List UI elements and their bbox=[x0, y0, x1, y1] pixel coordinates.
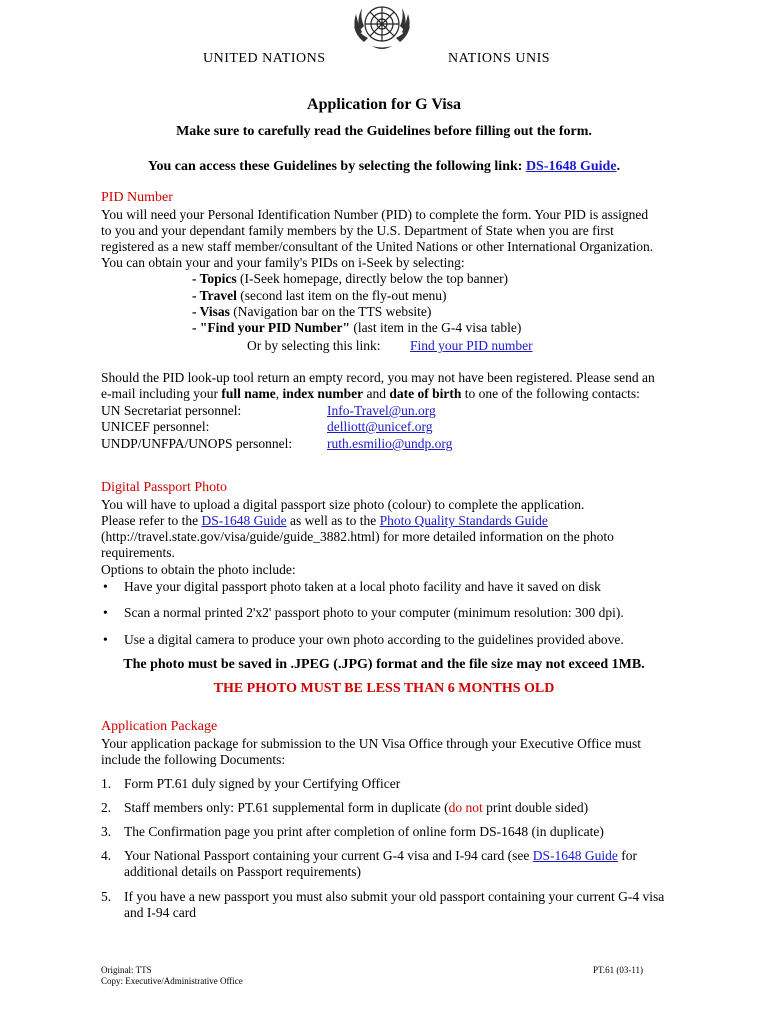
contact-email-undp[interactable]: ruth.esmilio@undp.org bbox=[327, 436, 453, 451]
photo-paragraph-line: Options to obtain the photo include: bbox=[101, 562, 296, 577]
package-heading: Application Package bbox=[101, 719, 218, 734]
step-label: - Travel bbox=[192, 288, 237, 303]
photo-age-warning: THE PHOTO MUST BE LESS THAN 6 MONTHS OLD bbox=[213, 681, 555, 696]
guidelines-notice: Make sure to carefully read the Guidelines before filling out the form. bbox=[176, 124, 592, 139]
photo-quality-standards-link[interactable]: Photo Quality Standards Guide bbox=[379, 513, 548, 528]
pid-paragraph-line: registered as a new staff member/consultant of the United Nations or other International Organization. bbox=[101, 239, 654, 254]
bullet-icon: • bbox=[103, 632, 108, 647]
pid-step-topics bbox=[192, 271, 508, 287]
text-run: print double sided) bbox=[482, 800, 589, 815]
list-number: 1. bbox=[101, 776, 112, 791]
text-run: as well as to the bbox=[286, 513, 380, 528]
text-run: e-mail including your bbox=[101, 386, 222, 401]
step-label: - Topics bbox=[192, 271, 237, 286]
package-item-1: Form PT.61 duly signed by your Certifying Officer bbox=[124, 776, 401, 791]
footer-copy: Copy: Executive/Administrative Office bbox=[101, 976, 243, 986]
package-item-4-continued: additional details on Passport requirements) bbox=[124, 864, 361, 879]
text-run: , bbox=[275, 386, 283, 401]
package-item-3: The Confirmation page you print after completion of online form DS-1648 (in duplicate) bbox=[124, 824, 604, 839]
pid-paragraph-line: You can obtain your and your family's PIDs on i-Seek by selecting: bbox=[101, 255, 465, 270]
photo-option-item: Scan a normal printed 2'x2' passport photo to your computer (minimum resolution: 300 dpi). bbox=[124, 605, 624, 620]
pid-step-travel bbox=[192, 288, 446, 304]
photo-format-note: The photo must be saved in .JPEG (.JPG) format and the file size may not exceed 1MB. bbox=[123, 657, 645, 672]
contact-label-un: UN Secretariat personnel: bbox=[101, 403, 242, 418]
package-item-5: If you have a new passport you must also submit your old passport containing your current G-4 visa bbox=[124, 889, 665, 904]
package-item-5-continued: and I-94 card bbox=[124, 905, 196, 920]
pid-step-find-pid bbox=[192, 320, 521, 336]
footer-original: Original: TTS bbox=[101, 965, 152, 975]
contact-email-un[interactable]: Info-Travel@un.org bbox=[327, 403, 436, 418]
pid-heading: PID Number bbox=[101, 190, 173, 205]
bullet-icon: • bbox=[103, 605, 108, 620]
photo-paragraph-line bbox=[101, 513, 548, 529]
bold-index-number: index number bbox=[282, 386, 364, 401]
photo-paragraph-line: requirements. bbox=[101, 545, 175, 560]
text-run: for bbox=[617, 848, 638, 863]
bold-date-of-birth: date of birth bbox=[389, 386, 462, 401]
pid-step-visas bbox=[192, 304, 431, 320]
photo-paragraph-line: You will have to upload a digital passport size photo (colour) to complete the application. bbox=[101, 497, 585, 512]
package-paragraph-line: include the following Documents: bbox=[101, 752, 286, 767]
package-item-4 bbox=[124, 848, 637, 864]
photo-heading: Digital Passport Photo bbox=[101, 480, 228, 495]
photo-option-item: Have your digital passport photo taken at a local photo facility and have it saved on disk bbox=[124, 579, 601, 594]
bullet-icon: • bbox=[103, 579, 108, 594]
un-emblem-logo bbox=[350, 0, 414, 60]
do-not-emphasis: do not bbox=[448, 800, 483, 815]
guidelines-link-text: You can access these Guidelines by selecting the following link: bbox=[147, 159, 523, 174]
list-number: 3. bbox=[101, 824, 112, 839]
text-run: Your National Passport containing your current G-4 visa and I-94 card (see bbox=[124, 848, 533, 863]
ds1648-guide-link[interactable]: DS-1648 Guide bbox=[201, 513, 287, 528]
empty-record-paragraph-line: Should the PID look-up tool return an empty record, you may not have been registered. Please send an bbox=[101, 370, 655, 385]
text-run: Please refer to the bbox=[101, 513, 202, 528]
list-number: 5. bbox=[101, 889, 112, 904]
step-label: - Visas bbox=[192, 304, 230, 319]
step-label: - "Find your PID Number" bbox=[192, 320, 350, 335]
step-text: (Navigation bar on the TTS website) bbox=[229, 304, 432, 319]
step-text: (I-Seek homepage, directly below the top banner) bbox=[236, 271, 509, 286]
period: . bbox=[616, 159, 621, 174]
find-pid-number-link[interactable]: Find your PID number bbox=[410, 338, 533, 353]
photo-paragraph-line: (http://travel.state.gov/visa/guide/guide_3882.html) for more detailed information on the photo bbox=[101, 529, 614, 544]
package-item-2 bbox=[124, 800, 588, 816]
guidelines-link-line bbox=[0, 159, 768, 175]
ds1648-guide-link[interactable]: DS-1648 Guide bbox=[532, 848, 618, 863]
list-number: 4. bbox=[101, 848, 112, 863]
pid-paragraph-line: to you and your dependant family members by the U.S. Department of State when you are first bbox=[101, 223, 614, 238]
or-select-link-label: Or by selecting this link: bbox=[247, 338, 381, 353]
package-paragraph-line: Your application package for submission to the UN Visa Office through your Executive Office must bbox=[101, 736, 641, 751]
header-nations-unis: NATIONS UNIS bbox=[448, 51, 551, 66]
ds1648-guide-link[interactable]: DS-1648 Guide bbox=[525, 159, 617, 174]
contact-label-unicef: UNICEF personnel: bbox=[101, 419, 210, 434]
page-title: Application for G Visa bbox=[307, 96, 461, 113]
empty-record-paragraph-line bbox=[101, 386, 640, 402]
list-number: 2. bbox=[101, 800, 112, 815]
photo-option-item: Use a digital camera to produce your own photo according to the guidelines provided above. bbox=[124, 632, 624, 647]
pid-paragraph-line: You will need your Personal Identification Number (PID) to complete the form. Your PID is assigned bbox=[101, 207, 649, 222]
header-united-nations: UNITED NATIONS bbox=[203, 51, 326, 66]
step-text: (second last item on the fly-out menu) bbox=[236, 288, 447, 303]
footer-form-number: PT.61 (03-11) bbox=[593, 965, 643, 975]
contact-email-unicef[interactable]: delliott@unicef.org bbox=[327, 419, 433, 434]
text-run: Staff members only: PT.61 supplemental form in duplicate ( bbox=[124, 800, 449, 815]
text-run: to one of the following contacts: bbox=[461, 386, 640, 401]
bold-full-name: full name bbox=[221, 386, 276, 401]
step-text: (last item in the G-4 visa table) bbox=[350, 320, 522, 335]
contact-label-undp: UNDP/UNFPA/UNOPS personnel: bbox=[101, 436, 293, 451]
text-run: and bbox=[363, 386, 390, 401]
